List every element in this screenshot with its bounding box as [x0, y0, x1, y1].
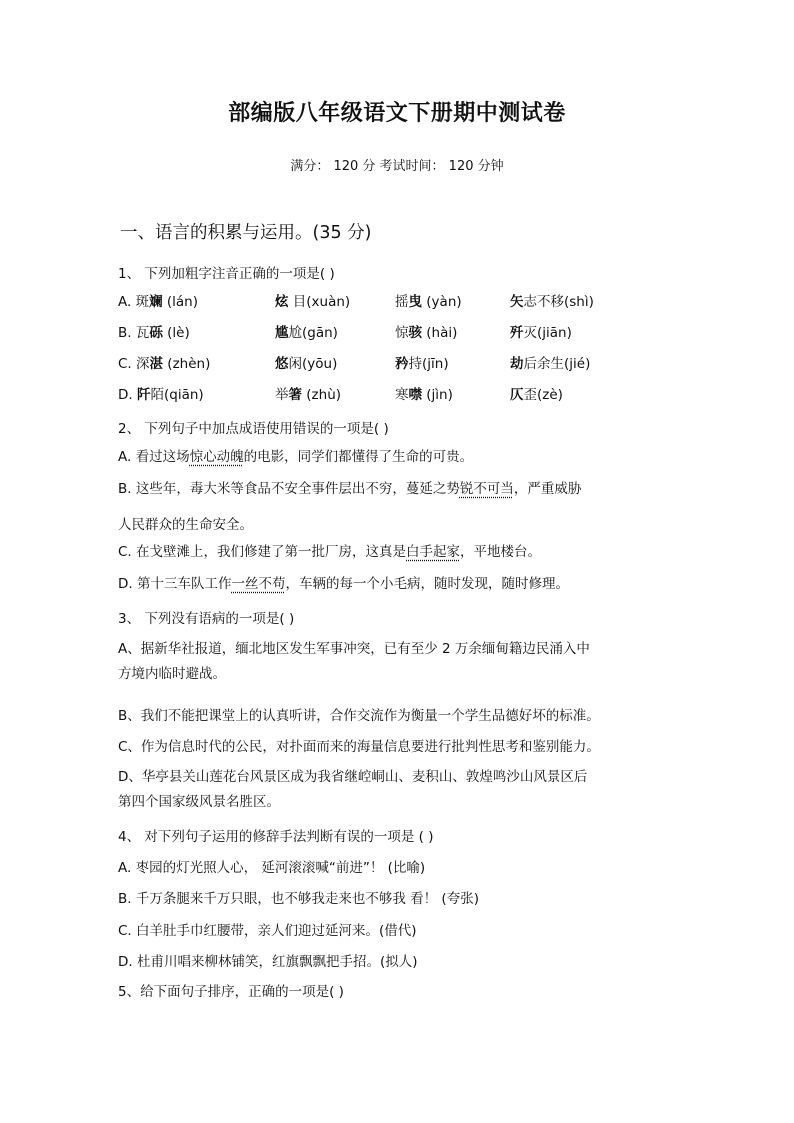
option-d1: D. 阡陌(qiān): [118, 387, 204, 403]
option-a1: A. 斑斓 (lán): [118, 294, 198, 310]
option-b4: 歼灭(jiān): [510, 325, 572, 341]
question-1-stem: 1、 下列加粗字注音正确的一项是( ): [118, 266, 335, 282]
question-2-option-a: A. 看过这场惊心动魄的电影，同学们都懂得了生命的可贵。: [118, 449, 474, 465]
question-1-row-b: [118, 321, 678, 341]
option-b2: 尴尬(gān): [275, 325, 338, 341]
question-1-row-a: [118, 290, 678, 310]
question-2-option-d: D. 第十三车队工作一丝不苟，车辆的每一个小毛病，随时发现，随时修理。: [118, 576, 569, 592]
question-1-row-c: [118, 352, 678, 372]
option-b1: B. 瓦砾 (lè): [118, 325, 190, 341]
option-c1: C. 深湛 (zhèn): [118, 356, 211, 372]
option-a3: 摇曳 (yàn): [395, 294, 462, 310]
option-c4: 劫后余生(jié): [510, 356, 591, 372]
question-3-option-c: C、作为信息时代的公民，对扑面而来的海量信息要进行批判性思考和鉴别能力。: [118, 739, 600, 755]
question-5-stem: 5、给下面句子排序，正确的一项是( ): [118, 984, 344, 1000]
option-a2: 炫 目(xuàn): [275, 294, 351, 310]
question-3-option-a-cont: 方境内临时避战。: [118, 666, 226, 682]
question-3-option-a: A、据新华社报道，缅北地区发生军事冲突，已有至少 2 万余缅甸籍边民涌入中: [118, 641, 590, 657]
question-2-option-b-cont: 人民群众的生命安全。: [118, 517, 253, 533]
option-b3: 惊骇 (hài): [395, 325, 458, 341]
question-2-stem: 2、 下列句子中加点成语使用错误的一项是( ): [118, 421, 389, 437]
option-c3: 矜持(jīn): [395, 356, 449, 372]
question-3-option-d: D、华亭县关山莲花台风景区成为我省继崆峒山、麦积山、敦煌鸣沙山风景区后: [118, 769, 588, 785]
question-3-option-b: B、我们不能把课堂上的认真听讲，合作交流作为衡量一个学生品德好坏的标准。: [118, 708, 600, 724]
question-4-option-d: D. 杜甫川唱来柳林铺笑，红旗飘飘把手招。(拟人): [118, 954, 418, 970]
section-heading: 一、语言的积累与运用。(35 分): [120, 223, 372, 243]
page-title: 部编版八年级语文下册期中测试卷: [228, 101, 566, 126]
option-d2: 举箸 (zhù): [275, 387, 342, 403]
option-a4: 矢志不移(shì): [510, 294, 594, 310]
question-3-stem: 3、 下列没有语病的一项是( ): [118, 611, 295, 627]
question-3-option-d-cont: 第四个国家级风景名胜区。: [118, 794, 280, 810]
option-d3: 寒噤 (jìn): [395, 387, 453, 403]
question-1-row-d: [118, 383, 678, 403]
question-4-option-b: B. 千万条腿来千万只眼，也不够我走来也不够我 看！ (夸张): [118, 891, 479, 907]
question-2-option-c: C. 在戈壁滩上，我们修建了第一批厂房，这真是白手起家，平地楼台。: [118, 544, 542, 560]
question-4-stem: 4、 对下列句子运用的修辞手法判断有误的一项是 ( ): [118, 829, 434, 845]
exam-info: 满分： 120 分 考试时间： 120 分钟: [290, 159, 504, 174]
question-4-option-c: C. 白羊肚手巾红腰带，亲人们迎过延河来。(借代): [118, 923, 417, 939]
question-4-option-a: A. 枣园的灯光照人心， 延河滚滚喊“前进”！ (比喻): [118, 860, 426, 876]
option-c2: 悠闲(yōu): [275, 356, 338, 372]
option-d4: 仄歪(zè): [510, 387, 563, 403]
question-2-option-b: B. 这些年，毒大米等食品不安全事件层出不穷，蔓延之势锐不可当，严重威胁: [118, 481, 582, 497]
